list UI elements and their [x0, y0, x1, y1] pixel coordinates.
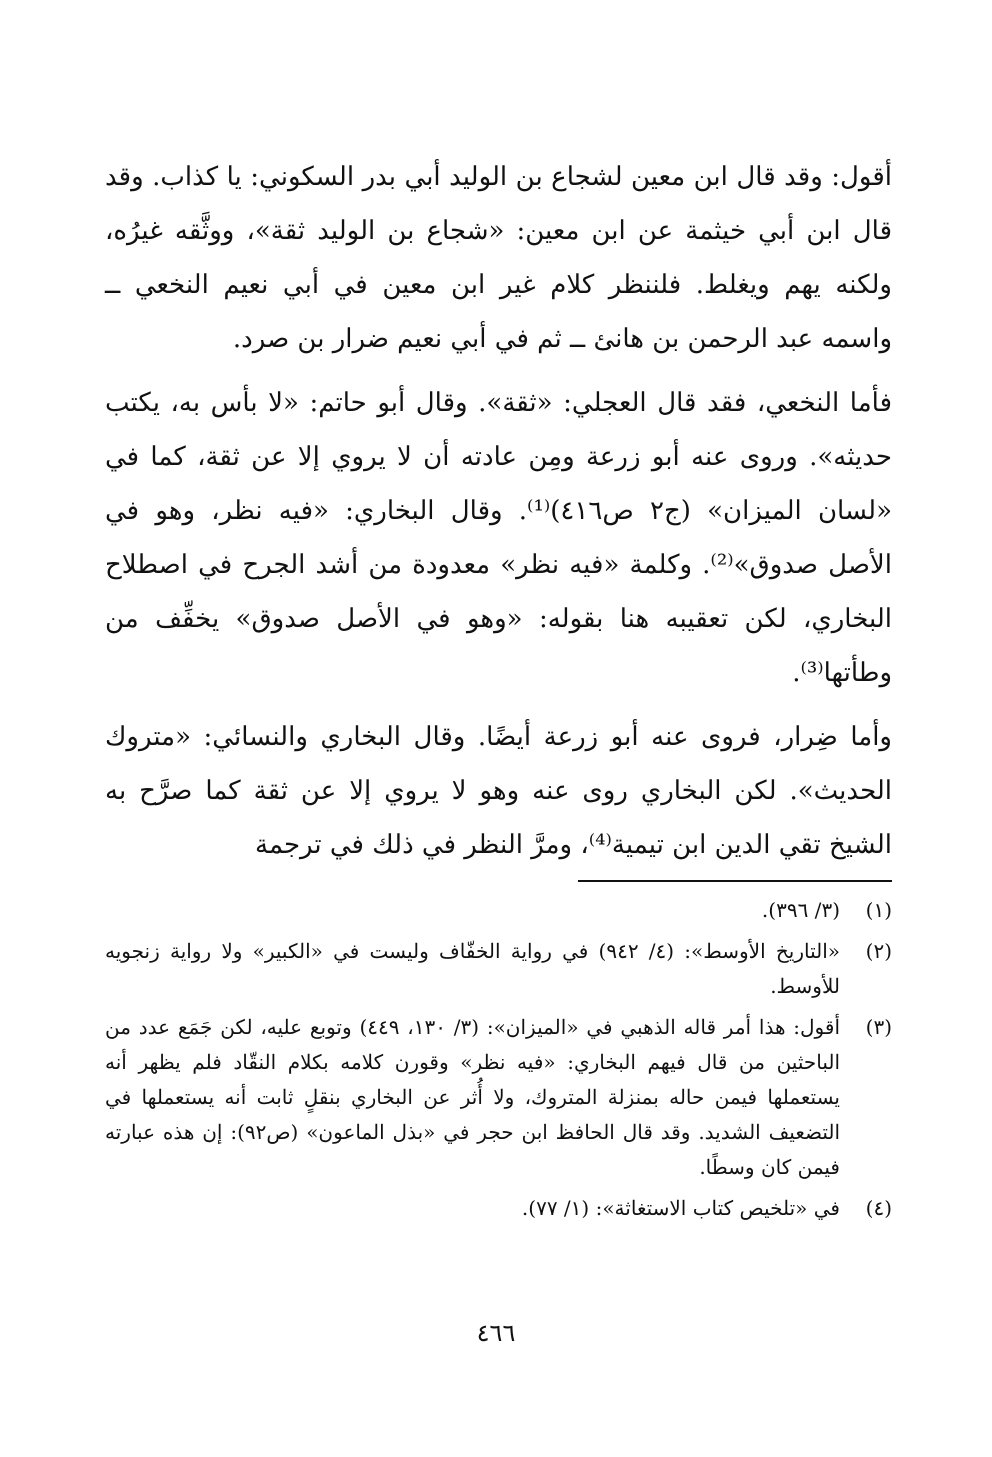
footnote-4 [105, 1191, 892, 1226]
footnote-number: (٣) [865, 1015, 892, 1039]
footnote-number: (١) [865, 898, 892, 922]
footnote-2 [105, 934, 892, 1004]
page-number: ٤٦٦ [476, 1319, 516, 1347]
footnote-3 [105, 1010, 892, 1185]
footnote-number: (٢) [865, 939, 892, 963]
footnote-text: «التاريخ الأوسط»: (٤/ ٩٤٢) في رواية الخفّاف وليست في «الكبير» ولا رواية زنجويه للأوسط. [105, 939, 840, 998]
footnote-1 [105, 893, 892, 928]
footnote-text: (٣/ ٣٩٦). [761, 898, 840, 922]
footnote-text: في «تلخيص كتاب الاستغاثة»: (١/ ٧٧). [521, 1196, 840, 1220]
main-text [105, 150, 892, 872]
footnote-text: أقول: هذا أمر قاله الذهبي في «الميزان»: (٣/ ١٣٠، ٤٤٩) وتوبع عليه، لكن جَمَع عدد من الباحثين من قال فيهم البخاري: «فيه نظر» وقورن كلامه بكلام النقّاد فلم يظهر أنه يستعملها فيمن حاله بمنزلة المتروك، ولا أُثر عن البخاري بنقلٍ ثابت أنه يستعملها في التضعيف الشديد. وقد قال الحافظ ابن حجر في «بذل الماعون» (ص٩٢): إن هذه عبارته فيمن كان وسطًا. [105, 1015, 841, 1179]
footnote-number: (٤) [865, 1196, 892, 1220]
paragraph-1: أقول: وقد قال ابن معين لشجاع بن الوليد أبي بدر السكوني: يا كذاب. وقد قال ابن أبي خيثمة عن ابن معين: «شجاع بن الوليد ثقة»، ووثَّقه غيرُه، ولكنه يهم ويغلط. فلننظر كلام غير ابن معين في أبي نعيم النخعي ــ واسمه عبد الرحمن بن هانئ ــ ثم في أبي نعيم ضرار بن صرد. [105, 162, 892, 354]
paragraph-2: فأما النخعي، فقد قال العجلي: «ثقة». وقال أبو حاتم: «لا بأس به، يكتب حديثه». وروى عنه أبو زرعة ومِن عادته أن لا يروي إلا عن ثقة، كما في «لسان الميزان» (ج٢ ص٤١٦)⁽¹⁾. وقال البخاري: «فيه نظر، وهو في الأصل صدوق»⁽²⁾. وكلمة «فيه نظر» معدودة من أشد الجرح في اصطلاح البخاري، لكن تعقيبه هنا بقوله: «وهو في الأصل صدوق» يخفِّف من وطأتها⁽³⁾. [105, 388, 892, 688]
footnote-separator [578, 880, 892, 882]
paragraph-3: وأما ضِرار، فروى عنه أبو زرعة أيضًا. وقال البخاري والنسائي: «متروك الحديث». لكن البخاري روى عنه وهو لا يروي إلا عن ثقة كما صرَّح به الشيخ تقي الدين ابن تيمية⁽⁴⁾، ومرَّ النظر في ذلك في ترجمة [105, 722, 892, 860]
footnotes [105, 893, 892, 1232]
